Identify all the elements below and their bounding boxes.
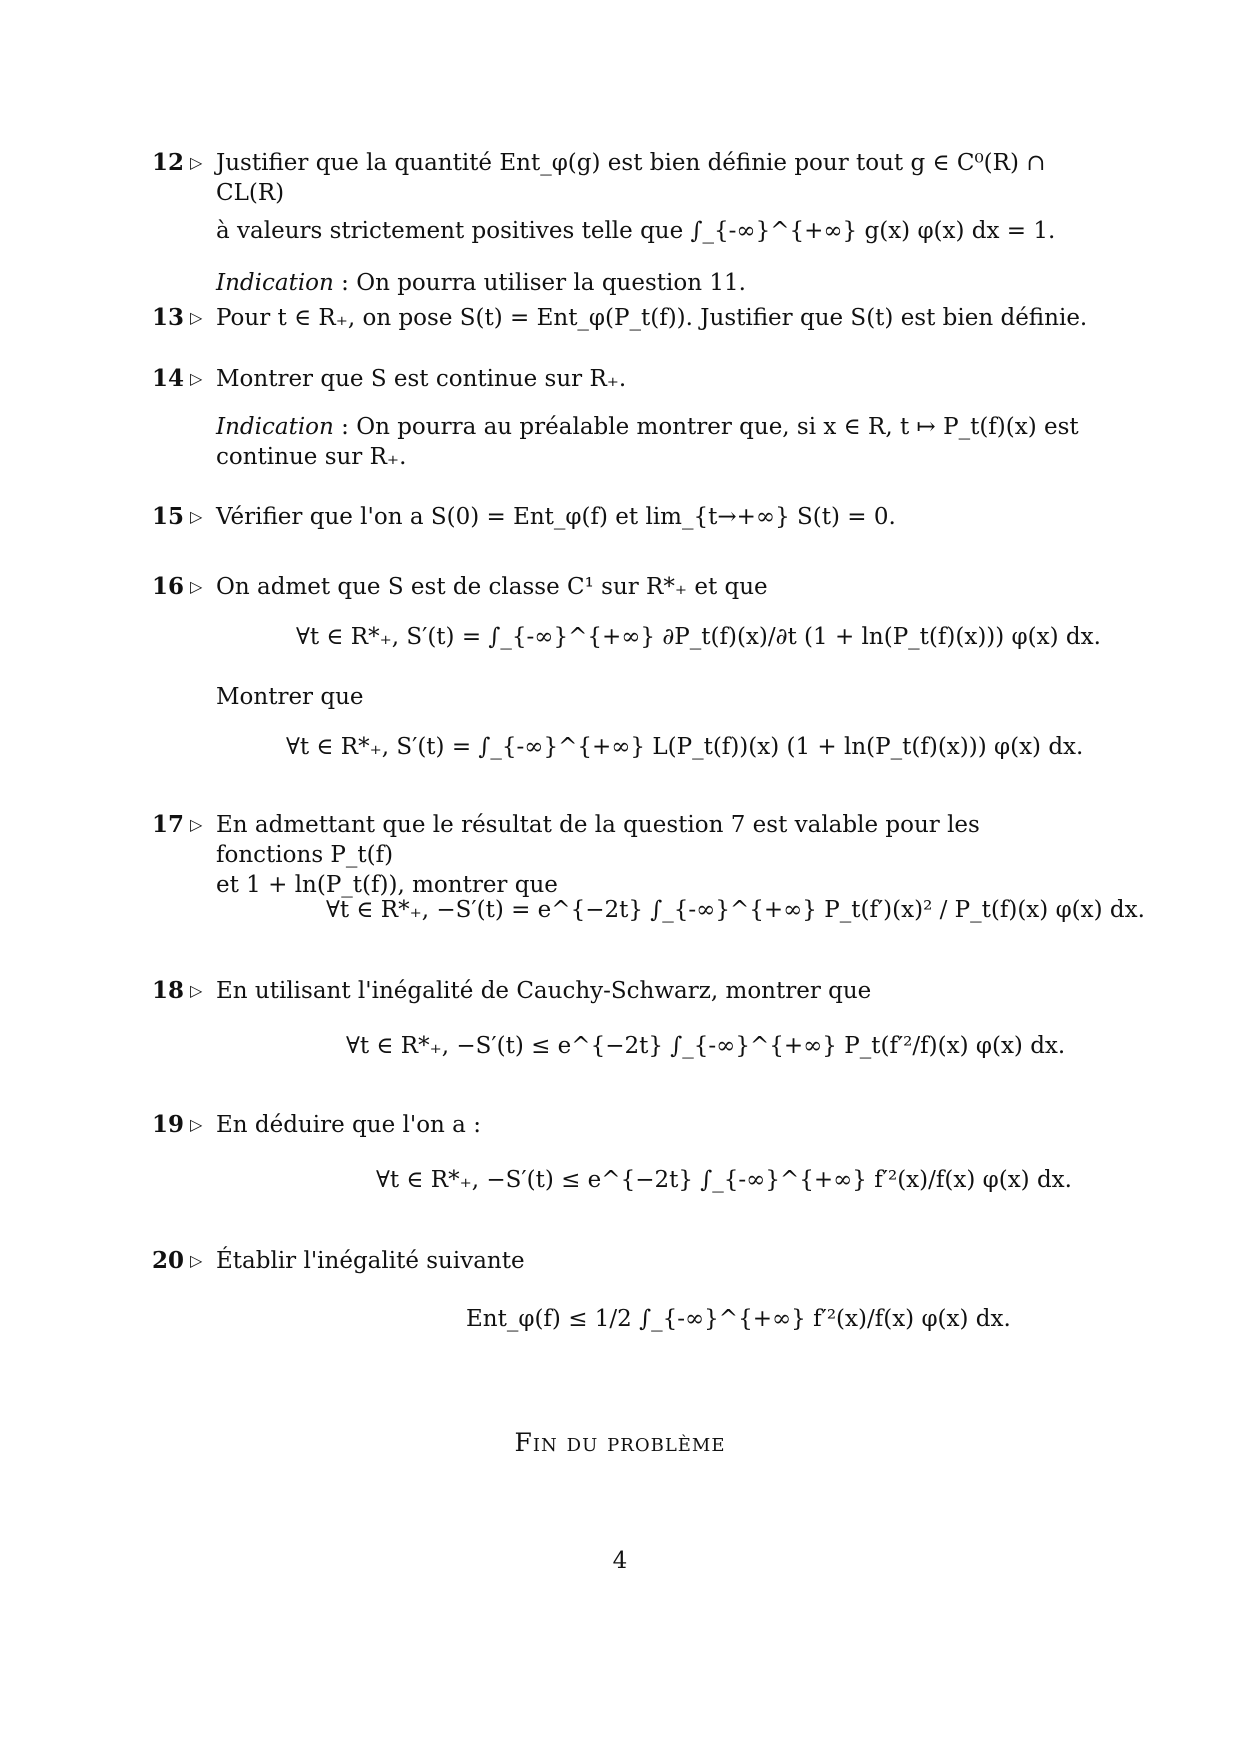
triangle-marker-icon: ▷ (190, 153, 203, 172)
display-equation: ∀t ∈ R*₊, −S′(t) = e^{−2t} ∫_{-∞}^{+∞} P_t(f′)(x)² / P_t(f)(x) φ(x) dx. (326, 897, 1145, 923)
triangle-marker-icon: ▷ (190, 1251, 203, 1270)
question-body (216, 303, 1088, 333)
question-number: 17 (152, 811, 185, 838)
question-body (216, 810, 1145, 923)
question-text-line: En déduire que l'on a : (216, 1112, 481, 1138)
question-body (216, 1110, 1088, 1193)
hint-text: : On pourra au préalable montrer que, si x ∈ R, t ↦ P_t(f)(x) est continue sur R₊. (216, 414, 1079, 470)
question-text-line: Vérifier que l'on a S(0) = Ent_φ(f) et lim_{t→+∞} S(t) = 0. (216, 504, 896, 530)
display-equation: ∀t ∈ R*₊, −S′(t) ≤ e^{−2t} ∫_{-∞}^{+∞} P_t(f′²/f)(x) φ(x) dx. (346, 1033, 1066, 1059)
display-equation: Ent_φ(f) ≤ 1/2 ∫_{-∞}^{+∞} f′²(x)/f(x) φ(x) dx. (466, 1306, 1011, 1332)
question-number: 20 (152, 1247, 185, 1274)
question-text-line: à valeurs strictement positives telle que ∫_{-∞}^{+∞} g(x) φ(x) dx = 1. (216, 218, 1056, 244)
question-body (216, 502, 1088, 532)
question-text-line: En utilisant l'inégalité de Cauchy-Schwarz, montrer que (216, 978, 872, 1004)
question-body (216, 1246, 1088, 1332)
question-body (216, 572, 1101, 760)
question-number: 12 (152, 149, 185, 176)
question-text-line: Montrer que (216, 684, 364, 710)
hint (216, 412, 1088, 472)
question-text-line: On admet que S est de classe C¹ sur R*₊ et que (216, 574, 768, 600)
triangle-marker-icon: ▷ (190, 815, 203, 834)
triangle-marker-icon: ▷ (190, 507, 203, 526)
question-number: 13 (152, 304, 185, 331)
question-text-line: Montrer que S est continue sur R₊. (216, 366, 627, 392)
question-text-line: Justifier que la quantité Ent_φ(g) est bien définie pour tout g ∈ C⁰(R) ∩ CL(R) (216, 150, 1046, 206)
hint-text: : On pourra utiliser la question 11. (333, 270, 746, 296)
question-number: 19 (152, 1111, 185, 1138)
hint (216, 268, 1088, 298)
triangle-marker-icon: ▷ (190, 577, 203, 596)
question-body (216, 364, 1088, 472)
question-number: 16 (152, 573, 185, 600)
question-number: 14 (152, 365, 185, 392)
question-number: 15 (152, 503, 185, 530)
end-of-problem-heading: Fin du problème (514, 1428, 726, 1457)
question-body (216, 976, 1088, 1059)
question-number: 18 (152, 977, 185, 1004)
question-text-line: En admettant que le résultat de la question 7 est valable pour les fonctions P_t(f) (216, 812, 980, 868)
triangle-marker-icon: ▷ (190, 981, 203, 1000)
hint-label: Indication (216, 270, 334, 296)
display-equation: ∀t ∈ R*₊, S′(t) = ∫_{-∞}^{+∞} L(P_t(f))(x) (1 + ln(P_t(f)(x))) φ(x) dx. (286, 734, 1084, 760)
triangle-marker-icon: ▷ (190, 1115, 203, 1134)
display-equation: ∀t ∈ R*₊, −S′(t) ≤ e^{−2t} ∫_{-∞}^{+∞} f′²(x)/f(x) φ(x) dx. (376, 1167, 1072, 1193)
question-text-line: Pour t ∈ R₊, on pose S(t) = Ent_φ(P_t(f)). Justifier que S(t) est bien définie. (216, 305, 1088, 331)
triangle-marker-icon: ▷ (190, 308, 203, 327)
question-text-line: et 1 + ln(P_t(f)), montrer que (216, 872, 558, 898)
question-text-line: Établir l'inégalité suivante (216, 1248, 525, 1274)
hint-label: Indication (216, 414, 334, 440)
display-equation: ∀t ∈ R*₊, S′(t) = ∫_{-∞}^{+∞} ∂P_t(f)(x)/∂t (1 + ln(P_t(f)(x))) φ(x) dx. (296, 624, 1101, 650)
page-number: 4 (612, 1548, 628, 1574)
triangle-marker-icon: ▷ (190, 369, 203, 388)
question-body (216, 148, 1088, 298)
